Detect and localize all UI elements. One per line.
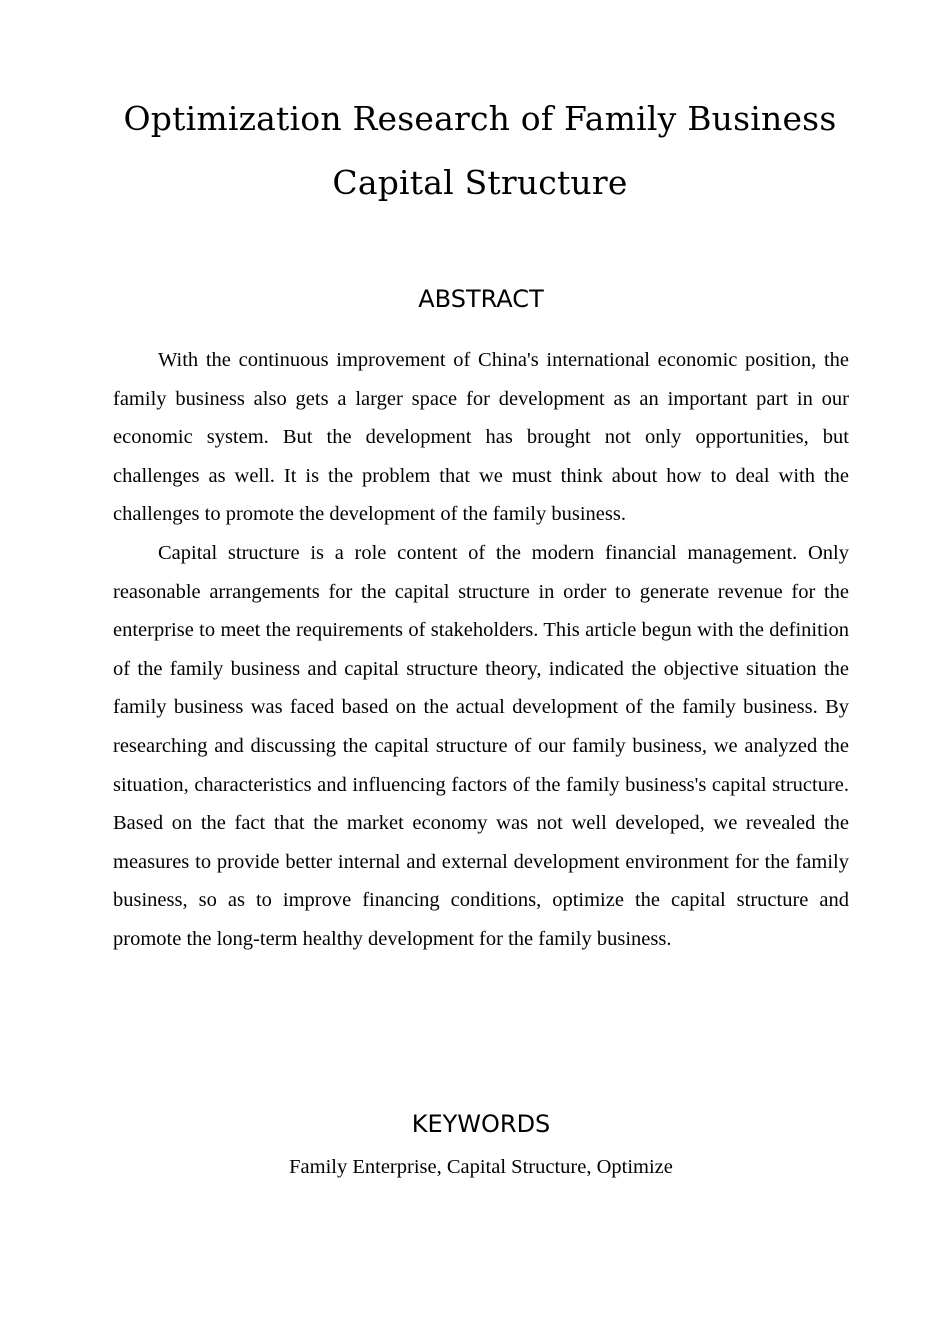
keywords-list: Family Enterprise, Capital Structure, Optimize [289, 1156, 673, 1178]
keywords-heading: KEYWORDS [411, 1110, 551, 1138]
abstract-heading: ABSTRACT [418, 285, 544, 313]
abstract-body [113, 341, 849, 959]
abstract-paragraph-1: With the continuous improvement of China's international economic position, the family business also gets a larger space for development as an important part in our economic system. But the development has brought not only opportunities, but challenges as well. It is the problem that we must think about how to deal with the challenges to promote the development of the family business. [113, 349, 849, 526]
title-line-2: Capital Structure [332, 163, 628, 202]
abstract-paragraph-2: Capital structure is a role content of the modern financial management. Only reasonable arrangements for the capital structure in order to generate revenue for the enterprise to meet the requirements of stakeholders. This article begun with the definition of the family business and capital structure theory, indicated the objective situation the family business was faced based on the actual development of the family business. By researching and discussing the capital structure of our family business, we analyzed the situation, characteristics and influencing factors of the family business's capital structure. Based on the fact that the market economy was not well developed, we revealed the measures to provide better internal and external development environment for the family business, so as to improve financing conditions, optimize the capital structure and promote the long-term healthy development for the family business. [113, 541, 849, 950]
title-line-1: Optimization Research of Family Business [123, 99, 837, 138]
document-title [100, 87, 860, 215]
